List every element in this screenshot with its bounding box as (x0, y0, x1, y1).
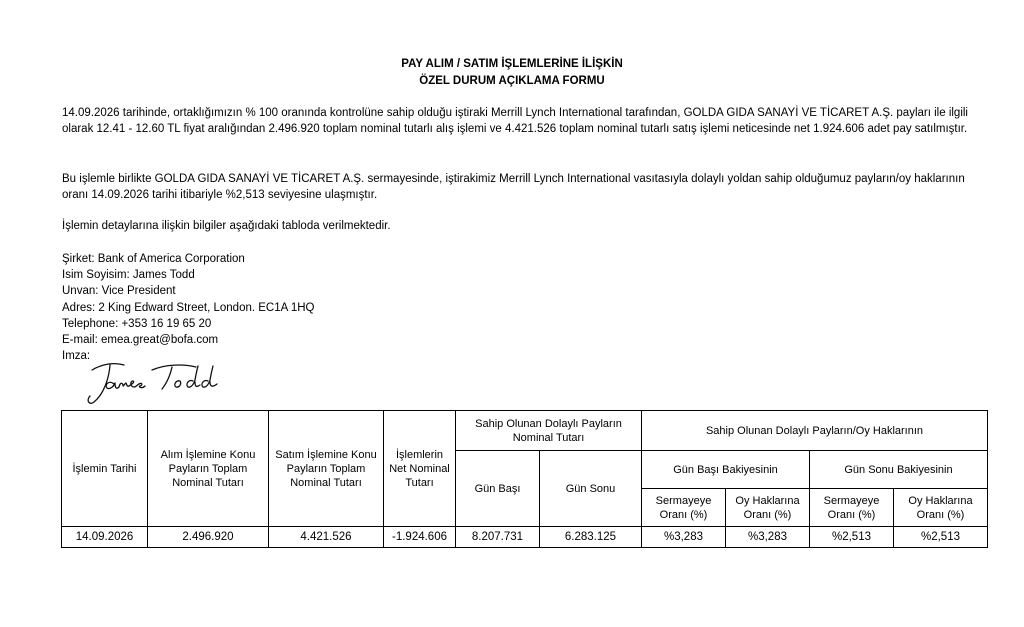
contact-name: Isim Soyisim: James Todd (62, 269, 195, 282)
paragraph-transaction: 14.09.2026 tarihinde, ortaklığımızın % 100 oranında kontrolüne sahip olduğu iştiraki Merrill Lynch International tarafından, GOLDA GIDA SANAYİ VE TİCARET A.Ş. payları ile ilgili olarak 12.41 - 12.60 TL fiyat aralığından 2.496.920 toplam nominal tutarlı alış işlemi ve 4.421.526 toplam nominal tutarlı satış işlemi neticesinde net 1.924.606 adet pay satılmıştır. (62, 107, 968, 135)
header-indirect-nominal: Sahip Olunan Dolaylı Payların Nominal Tutarı (456, 411, 642, 451)
header-buy-total: Alım İşlemine Konu Payların Toplam Nominal Tutarı (148, 411, 269, 527)
header-day-end: Gün Sonu (540, 451, 642, 527)
cell-sell-total: 4.421.526 (269, 527, 384, 548)
cell-start-vote: %3,283 (726, 527, 810, 548)
paragraph-table-intro: İşlemin detaylarına ilişkin bilgiler aşağıdaki tabloda verilmektedir. (62, 220, 391, 232)
cell-day-end-nominal: 6.283.125 (540, 527, 642, 548)
contact-block (62, 251, 315, 364)
signature-label: Imza: (62, 350, 91, 363)
header-start-balance: Gün Başı Bakiyesinin (642, 451, 810, 489)
document-title-line2: ÖZEL DURUM AÇIKLAMA FORMU (419, 75, 605, 87)
document-title-line1: PAY ALIM / SATIM İŞLEMLERİNE İLİŞKİN (401, 58, 623, 70)
header-day-start: Gün Başı (456, 451, 540, 527)
header-transaction-date: İşlemin Tarihi (62, 411, 148, 527)
header-end-capital-ratio: Sermayeye Oranı (%) (810, 489, 894, 527)
contact-address: Adres: 2 King Edward Street, London. EC1A 1HQ (62, 301, 315, 314)
cell-buy-total: 2.496.920 (148, 527, 269, 548)
contact-phone: Telephone: +353 16 19 65 20 (62, 317, 212, 330)
handwritten-signature (84, 356, 234, 408)
paragraph-ownership: Bu işlemle birlikte GOLDA GIDA SANAYİ VE TİCARET A.Ş. sermayesinde, iştirakimiz Merrill Lynch International vasıtasıyla dolaylı yoldan sahip olduğumuz payların/oy haklarının oranı 14.09.2026 tarihi itibariyle %2,513 seviyesine ulaşmıştır. (62, 173, 965, 201)
header-start-capital-ratio: Sermayeye Oranı (%) (642, 489, 726, 527)
cell-end-vote: %2,513 (894, 527, 988, 548)
header-net-total: İşlemlerin Net Nominal Tutarı (384, 411, 456, 527)
header-sell-total: Satım İşlemine Konu Payların Toplam Nominal Tutarı (269, 411, 384, 527)
contact-company: Şirket: Bank of America Corporation (62, 253, 245, 265)
cell-end-capital: %2,513 (810, 527, 894, 548)
cell-start-capital: %3,283 (642, 527, 726, 548)
header-end-vote-ratio: Oy Haklarına Oranı (%) (894, 489, 988, 527)
cell-day-start-nominal: 8.207.731 (456, 527, 540, 548)
contact-title: Unvan: Vice President (62, 285, 176, 298)
cell-date: 14.09.2026 (62, 527, 148, 548)
transaction-table (61, 410, 988, 548)
header-end-balance: Gün Sonu Bakiyesinin (810, 451, 988, 489)
cell-net-total: -1.924.606 (384, 527, 456, 548)
contact-email: E-mail: emea.great@bofa.com (62, 334, 219, 347)
header-indirect-ratio: Sahip Olunan Dolaylı Payların/Oy Haklarının (642, 411, 988, 451)
table-row (62, 527, 988, 548)
header-start-vote-ratio: Oy Haklarına Oranı (%) (726, 489, 810, 527)
